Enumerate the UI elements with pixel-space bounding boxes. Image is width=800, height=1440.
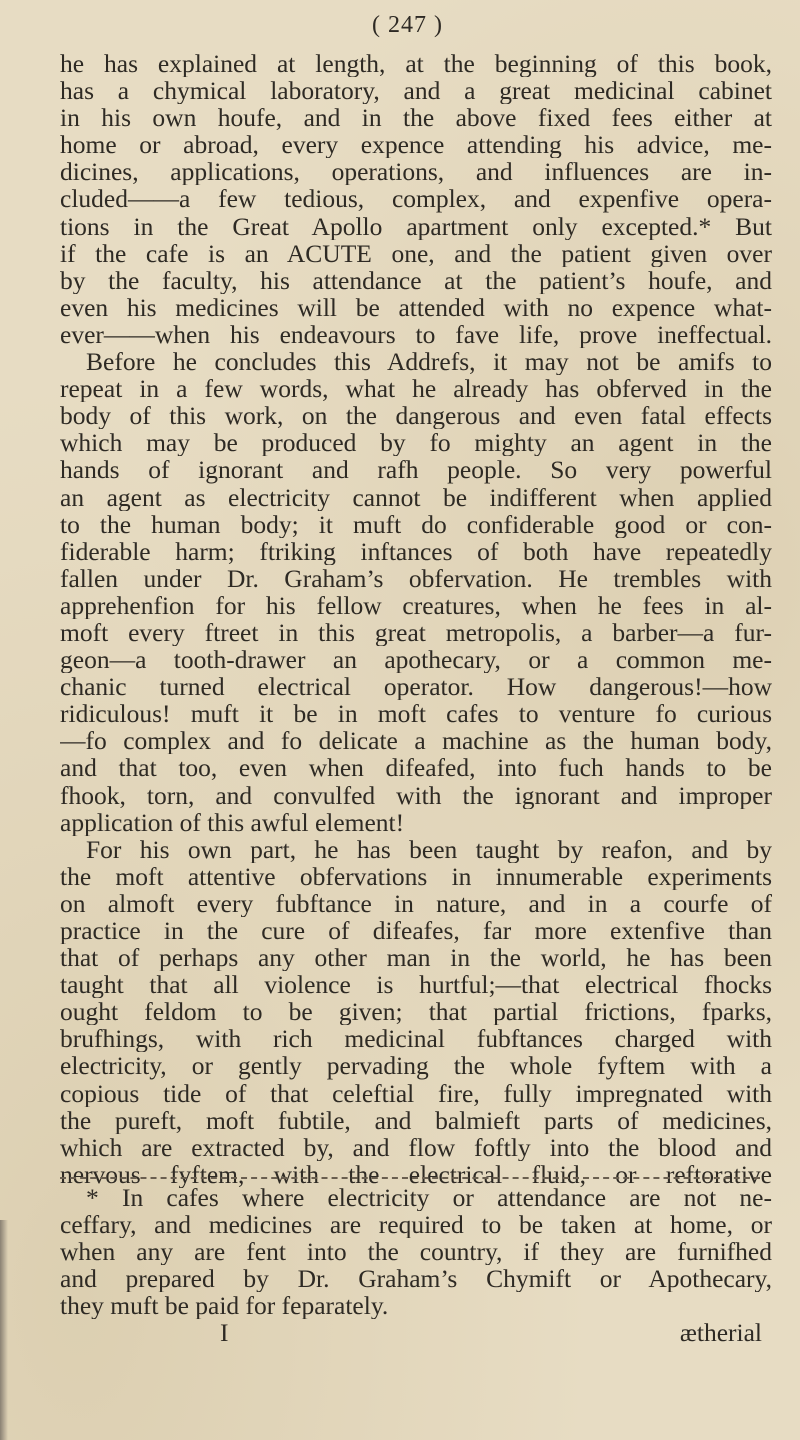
- text-line: brufhings, with rich medicinal fubftances charged with: [60, 1025, 772, 1053]
- text-line: —fo complex and fo delicate a machine as the human body,: [60, 727, 772, 755]
- text-line: fhook, torn, and convulfed with the ignorant and improper: [60, 781, 772, 809]
- paragraph-start-line: Before he concludes this Addrefs, it may not be amifs to: [86, 348, 772, 376]
- footnote-line: ceffary, and medicines are required to be taken at home, or: [60, 1211, 772, 1239]
- text-line: has a chymical laboratory, and a great medicinal cabinet: [60, 77, 772, 105]
- page-foot: [60, 1319, 772, 1346]
- text-line: nervous fyftem, with the electrical fluid, or reftorative: [60, 1160, 772, 1188]
- text-line: even his medicines will be attended with no expence what-: [60, 293, 772, 321]
- paragraph-end-line: application of this awful element!: [60, 808, 405, 836]
- text-line: taught that all violence is hurtful;—that electrical fhocks: [60, 971, 772, 999]
- text-line: on almoft every fubftance in nature, and in a courfe of: [60, 889, 772, 917]
- text-line: cluded——a few tedious, complex, and expenfive opera-: [60, 185, 772, 213]
- signature-mark: I: [220, 1318, 229, 1348]
- book-page: [40, 0, 775, 1440]
- text-line: fiderable harm; ftriking inftances of both have repeatedly: [60, 537, 772, 565]
- catchword: ætherial: [679, 1318, 762, 1348]
- footnote-line: * In cafes where electricity or attendance are not ne-: [86, 1184, 772, 1212]
- text-line: in his own houfe, and in the above fixed fees either at: [60, 104, 772, 132]
- text-line: repeat in a few words, what he already has obferved in the: [60, 375, 772, 403]
- text-line: the moft attentive obfervations in innumerable experiments: [60, 862, 772, 890]
- text-line: and that too, even when difeafed, into fuch hands to be: [60, 754, 772, 782]
- text-line: which are extracted by, and flow foftly into the blood and: [60, 1133, 772, 1161]
- footnote: [60, 1184, 772, 1347]
- text-line: chanic turned electrical operator. How dangerous!—how: [60, 673, 772, 701]
- text-line: which may be produced by fo mighty an agent in the: [60, 429, 772, 457]
- text-line: the pureft, moft fubtile, and balmieft parts of medicines,: [60, 1106, 772, 1134]
- page-edge-shadow: [0, 1220, 8, 1440]
- footnote-line: when any are fent into the country, if they are furnifhed: [60, 1238, 772, 1266]
- text-line: apprehenfion for his fellow creatures, when he fees in al-: [60, 591, 772, 619]
- text-line: dicines, applications, operations, and influences are in-: [60, 158, 772, 186]
- footnote-line: they muft be paid for feparately.: [60, 1292, 389, 1320]
- text-line: an agent as electricity cannot be indifferent when applied: [60, 483, 772, 511]
- text-line: ever——when his endeavours to fave life, prove ineffectual.: [60, 320, 772, 349]
- text-line: hands of ignorant and rafh people. So very powerful: [60, 456, 772, 484]
- text-line: home or abroad, every expence attending his advice, me-: [60, 131, 772, 159]
- text-line: he has explained at length, at the beginning of this book,: [60, 50, 772, 78]
- body-text: [60, 50, 772, 1188]
- text-line: practice in the cure of difeafes, far more extenfive than: [60, 917, 772, 945]
- text-line: copious tide of that celeftial fire, fully impregnated with: [60, 1079, 772, 1107]
- text-line: moft every ftreet in this great metropolis, a barber—a fur-: [60, 618, 772, 647]
- text-line: fallen under Dr. Graham’s obfervation. He trembles with: [60, 564, 772, 592]
- text-line: geon—a tooth-drawer an apothecary, or a common me-: [60, 646, 772, 674]
- footnote-line: and prepared by Dr. Graham’s Chymift or Apothecary,: [60, 1265, 772, 1293]
- text-line: tions in the Great Apollo apartment only excepted.* But: [60, 212, 772, 240]
- text-line: by the faculty, his attendance at the patient’s houfe, and: [60, 266, 772, 294]
- page-number: ( 247 ): [372, 12, 443, 38]
- text-line: body of this work, on the dangerous and even fatal effects: [60, 402, 772, 430]
- text-line: if the cafe is an ACUTE one, and the patient given over: [60, 239, 772, 267]
- paragraph-start-line: For his own part, he has been taught by reafon, and by: [86, 835, 772, 863]
- text-line: ridiculous! muft it be in moft cafes to venture fo curious: [60, 700, 772, 728]
- footnote-rule: [60, 1177, 760, 1179]
- text-line: to the human body; it muft do confiderable good or con-: [60, 510, 772, 538]
- text-line: that of perhaps any other man in the world, he has been: [60, 944, 772, 972]
- text-line: ought feldom to be given; that partial frictions, fparks,: [60, 998, 772, 1026]
- text-line: electricity, or gently pervading the whole fyftem with a: [60, 1052, 772, 1080]
